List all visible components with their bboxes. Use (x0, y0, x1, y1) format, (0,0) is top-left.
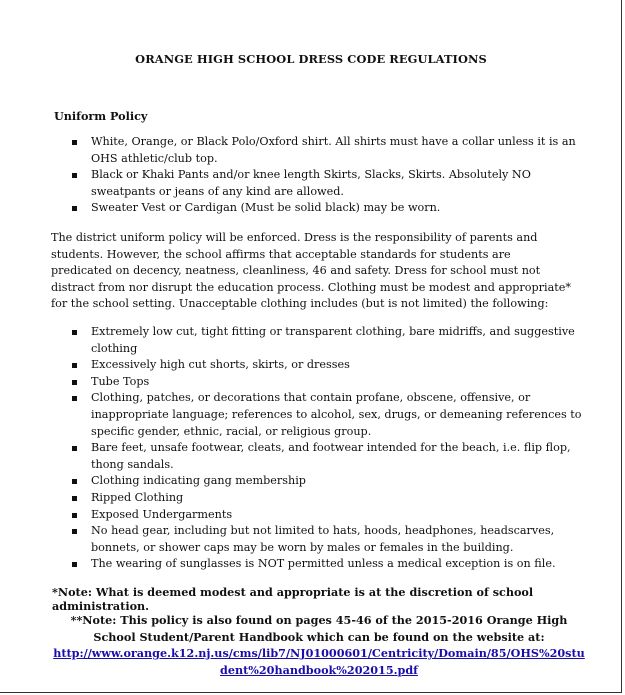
square-bullet-icon (72, 513, 77, 518)
square-bullet-icon (72, 446, 77, 451)
list-item-text: No head gear, including but not limited to hats, hoods, headphones, headscarves, bonnets, or shower caps may be worn by males or females in the building. (91, 524, 555, 554)
list-item (72, 440, 592, 473)
square-bullet-icon (72, 479, 77, 484)
list-item-text: Clothing indicating gang membership (91, 474, 306, 488)
list-item-text: The wearing of sunglasses is NOT permitted unless a medical exception is on file. (91, 557, 556, 571)
square-bullet-icon (72, 380, 77, 385)
list-item (72, 523, 592, 556)
uniform-policy-list (72, 134, 592, 217)
list-item (72, 507, 592, 524)
policy-paragraph: The district uniform policy will be enforced. Dress is the responsibility of parents and students. However, the school affirms that acceptable standards for students are predicated on decency, neatness, cleanliness, 46 and safety. Dress for school must not distract from nor disrupt the education process. Clothing must be modest and appropriate* for the school setting. Unacceptable clothing includes (but is not limited) the following: (51, 231, 571, 311)
list-item-text: Exposed Undergarments (91, 507, 233, 521)
list-item-text: Tube Tops (91, 374, 150, 388)
square-bullet-icon (72, 529, 77, 534)
list-item (72, 556, 592, 573)
list-item (72, 167, 592, 200)
list-item (72, 374, 592, 391)
unacceptable-clothing-list (72, 324, 592, 573)
list-item (72, 324, 592, 357)
list-item (72, 357, 592, 374)
handbook-link[interactable]: http://www.orange.k12.nj.us/cms/lib7/NJ01000601/Centricity/Domain/85/OHS%20student%20handbook%202015.pdf (53, 646, 585, 677)
square-bullet-icon (72, 496, 77, 501)
list-item (72, 134, 592, 167)
list-item-text: Black or Khaki Pants and/or knee length Skirts, Slacks, Skirts. Absolutely NO sweatpants or jeans of any kind are allowed. (91, 168, 531, 198)
list-item (72, 390, 592, 440)
handbook-note-text: **Note: This policy is also found on pages 45-46 of the 2015-2016 Orange High School Student/Parent Handbook which can be found on the website at: (70, 613, 568, 644)
list-item (72, 490, 592, 507)
list-item (72, 473, 592, 490)
square-bullet-icon (72, 562, 77, 567)
list-item (72, 200, 592, 217)
list-item-text: Ripped Clothing (91, 490, 184, 504)
page-title: ORANGE HIGH SCHOOL DRESS CODE REGULATIONS (135, 52, 487, 66)
modesty-note: *Note: What is deemed modest and appropriate is at the discretion of school administration. (52, 585, 534, 613)
list-item-text: Sweater Vest or Cardigan (Must be solid black) may be worn. (91, 201, 441, 215)
list-item-text: Excessively high cut shorts, skirts, or dresses (91, 358, 350, 372)
square-bullet-icon (72, 173, 77, 178)
handbook-note (52, 612, 586, 678)
list-item-text: Clothing, patches, or decorations that contain profane, obscene, offensive, or inappropriate language; references to alcohol, sex, drugs, or demeaning references to specific gender, ethnic, racial, or religious group. (91, 391, 582, 438)
list-item-text: White, Orange, or Black Polo/Oxford shirt. All shirts must have a collar unless it is an OHS athletic/club top. (91, 135, 576, 165)
list-item-text: Bare feet, unsafe footwear, cleats, and footwear intended for the beach, i.e. flip flop, thong sandals. (91, 441, 571, 471)
list-item-text: Extremely low cut, tight fitting or transparent clothing, bare midriffs, and suggestive clothing (91, 325, 575, 355)
square-bullet-icon (72, 140, 77, 145)
square-bullet-icon (72, 206, 77, 211)
section-heading-uniform-policy: Uniform Policy (54, 109, 148, 123)
square-bullet-icon (72, 330, 77, 335)
square-bullet-icon (72, 363, 77, 368)
square-bullet-icon (72, 396, 77, 401)
